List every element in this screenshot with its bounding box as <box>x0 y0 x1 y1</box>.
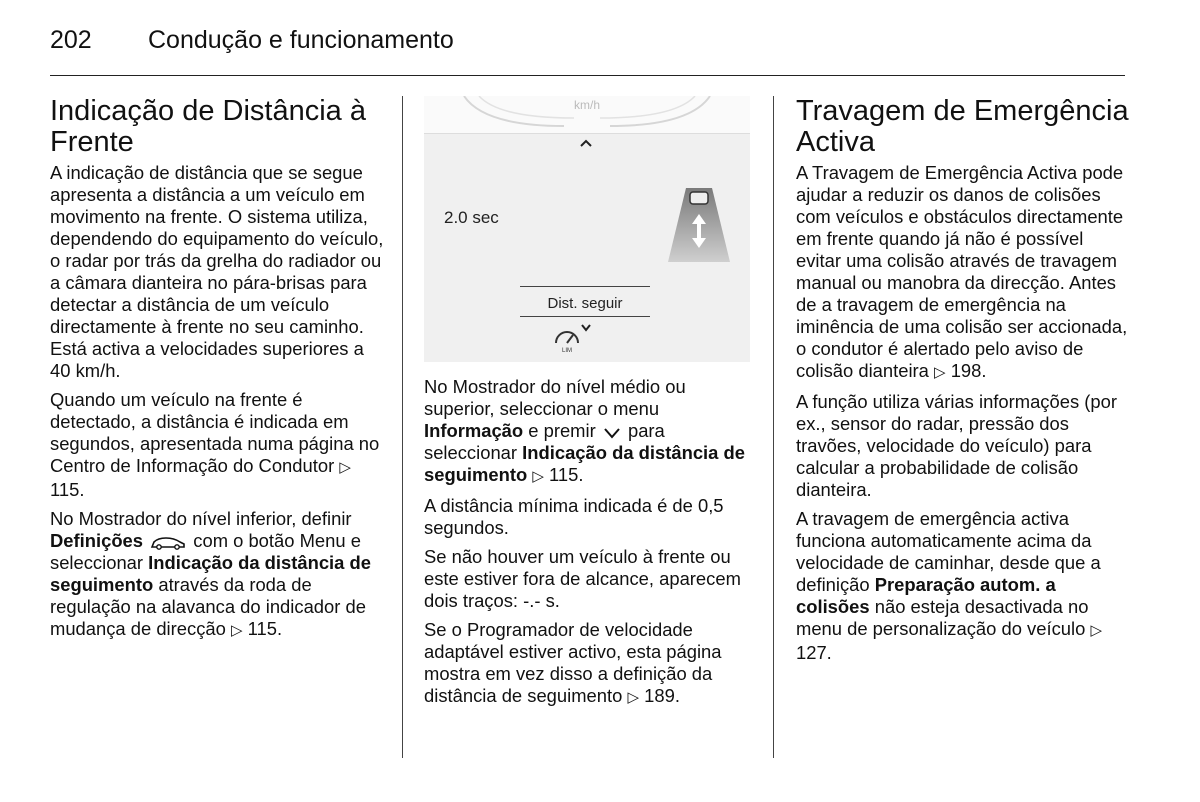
column-divider <box>773 96 774 758</box>
page-reference[interactable]: 127. <box>796 642 832 663</box>
chapter-title: Condução e funcionamento <box>148 26 454 54</box>
paragraph: A indicação de distância que se segue apresenta a distância a um veículo em movimento na frente. O sistema utiliza, dependendo do equipamento do veículo, o radar por trás da grelha do radiador ou a câmara dianteira no pára-brisas para detectar a distância de um veículo directamente à frente no seu caminho. Está activa a velocidades superiores a 40 km/h. <box>50 162 384 381</box>
menu-term: Indicação da distância de seguimento <box>50 552 371 595</box>
section-heading: Indicação de Distância à Frente <box>50 95 366 158</box>
paragraph: Se o Programador de velocidade adaptável estiver activo, esta página mostra em vez disso a definição da distância de seguimento ▷ 189. <box>424 619 722 706</box>
chevron-down-icon <box>603 426 621 440</box>
limiter-label: LIM <box>562 348 573 353</box>
column-left <box>50 96 385 649</box>
menu-divider <box>520 286 650 287</box>
menu-term: Informação <box>424 420 524 441</box>
page-reference[interactable]: 198. <box>950 360 987 381</box>
page-reference[interactable]: 115. <box>247 618 283 639</box>
paragraph: Se não houver um veículo à frente ou este estiver fora de alcance, aparecem dois traços: -.- s. <box>424 546 741 611</box>
menu-page-label: Dist. seguir <box>547 295 623 312</box>
paragraph: A função utiliza várias informações (por ex., sensor do radar, pressão dos travões, velocidade do veículo) para calcular a probabilidade de colisão dianteira. <box>796 391 1117 500</box>
speedometer-strip <box>424 96 750 134</box>
reference-arrow-icon: ▷ <box>1090 622 1103 639</box>
section-heading: Travagem de Emergência Activa <box>796 95 1129 158</box>
menu-term: Preparação autom. a colisões <box>796 574 1056 617</box>
page-reference[interactable]: 115. <box>549 464 584 485</box>
vehicle-ahead-icon <box>664 184 734 264</box>
paragraph: A Travagem de Emergência Activa pode ajudar a reduzir os danos de colisões com veículos e obstáculos directamente em frente quando já não é possível evitar uma colisão através de travagem manual ou manobra da direcção. Antes de a travagem de emergência na iminência de uma colisão ser accionada, o condutor é alertado pelo aviso de colisão dianteira ▷ 198. <box>796 162 1128 381</box>
reference-arrow-icon: ▷ <box>627 689 640 706</box>
paragraph: A distância mínima indicada é de 0,5 segundos. <box>424 495 724 538</box>
paragraph: No Mostrador do nível médio ou superior, seleccionar o menu Informação e premir para seleccionar Indicação da distância de seguimento ▷ 115. <box>424 376 745 485</box>
paragraph: Quando um veículo na frente é detectado, a distância é indicada em segundos, apresentada numa página no Centro de Informação do Condutor ▷ 115. <box>50 389 380 500</box>
paragraph: No Mostrador do nível inferior, definir Definições com o botão Menu e seleccionar Indicação da distância de seguimento através da roda de regulação na alavanca do indicador de mudança de direcção ▷ 115. <box>50 508 371 639</box>
chevron-up-icon <box>578 138 594 148</box>
column-divider <box>402 96 403 758</box>
reference-arrow-icon: ▷ <box>934 364 946 381</box>
distance-time-value: 2.0 sec <box>444 208 499 227</box>
page-header <box>50 26 1125 76</box>
reference-arrow-icon: ▷ <box>230 622 243 639</box>
page-reference[interactable]: 115. <box>50 479 85 500</box>
reference-arrow-icon: ▷ <box>532 468 544 485</box>
column-middle <box>424 96 754 716</box>
dashboard-display-figure <box>424 96 750 362</box>
reference-arrow-icon: ▷ <box>339 459 351 476</box>
speed-unit-label: km/h <box>573 98 600 112</box>
speed-limiter-icon <box>552 321 596 353</box>
car-settings-icon <box>150 536 186 550</box>
column-right <box>796 96 1131 671</box>
page-number: 202 <box>50 26 92 54</box>
paragraph: A travagem de emergência activa funciona automaticamente acima da velocidade de caminhar, desde que a definição Preparação autom. a colisões não esteja desactivada no menu de personalização do veículo ▷ 127. <box>796 508 1103 663</box>
page-reference[interactable]: 189. <box>644 685 680 706</box>
menu-term: Definições <box>50 530 144 551</box>
menu-term: Indicação da distância de seguimento <box>424 442 745 485</box>
menu-divider <box>520 316 650 317</box>
